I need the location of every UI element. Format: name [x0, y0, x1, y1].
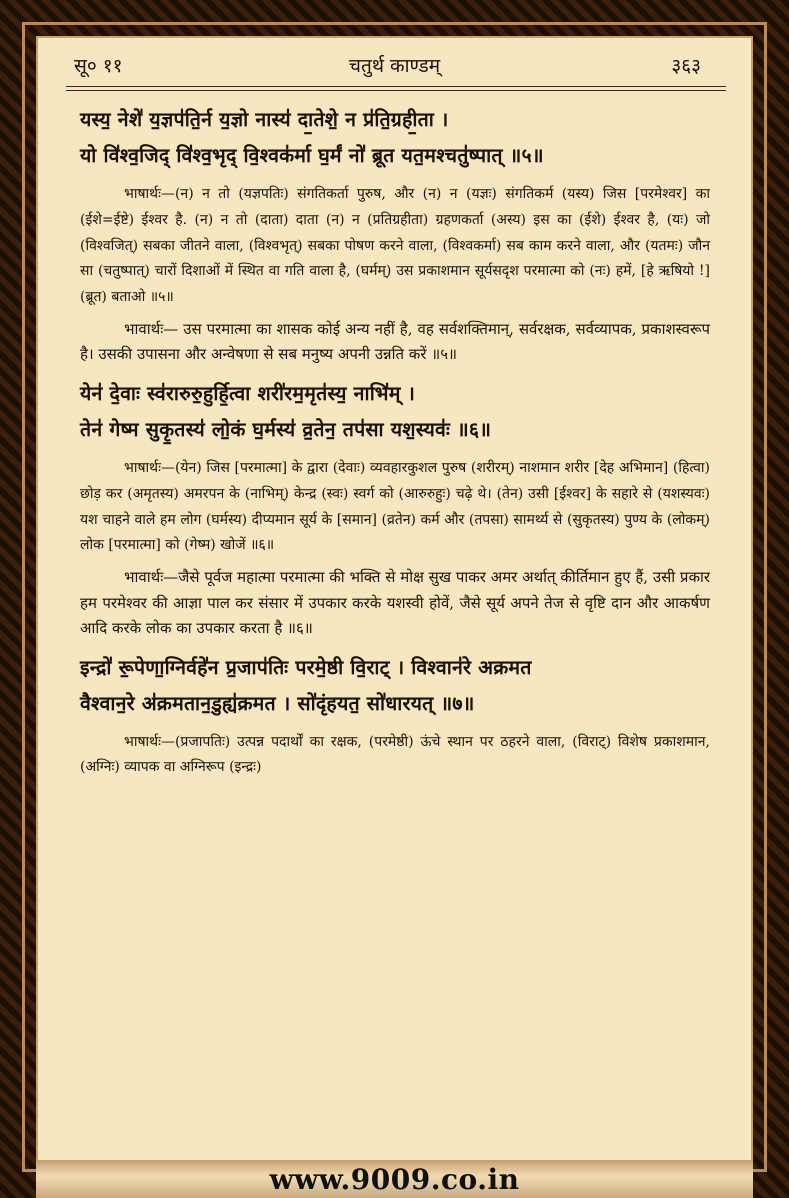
- section-title: चतुर्थ काण्डम्: [348, 55, 441, 77]
- page-number: ३६३: [671, 55, 701, 77]
- page-header: [36, 52, 753, 80]
- verse-line: येन॑ दे॒वाः स्व॑रारुरु॒हुर्हि॒त्वा शरी॑रम॒मृत॑स्य॒ नाभि॑म् ।: [80, 381, 416, 405]
- verse-line: यो वि॑श्व॒जिद् वि॑श्व॒भृद् वि॒श्वक॑र्मा घ॒र्मं नो॑ ब्रूत यत॒मश्चतु॑ष्पात् ॥५॥: [80, 144, 544, 167]
- header-rule: [66, 86, 726, 87]
- verse-line: यस्य॒ नेशे॑ य॒ज्ञप॑ति॒र्न य॒ज्ञो नास्य॑ दा॒तेशे॒ न प्र॑ति॒ग्रही॒ता ।: [80, 108, 449, 131]
- sutra-number: सू० ११: [74, 55, 123, 77]
- verse-line: इन्द्रो॑ रू॒पेणा॒ग्निर्वहे॑न प्र॒जाप॑तिः परमे॒ष्ठी वि॒राट् । विश्वान॑रे अक्रमत: [80, 655, 532, 679]
- header-rule-secondary: [66, 90, 726, 91]
- website-footer: [36, 1162, 753, 1198]
- meaning-paragraph: भावार्थः— उस परमात्मा का शासक कोई अन्य नहीं है, वह सर्वशक्तिमान्, सर्वरक्षक, सर्वव्यापक, प्रकाशस्वरूप है। उसकी उपासना और अन्वेषणा से सब मनुष्य अपनी उन्नति करें ॥५॥: [80, 319, 710, 364]
- translation-paragraph: भाषार्थः—(येन) जिस [परमात्मा] के द्वारा (देवाः) व्यवहारकुशल पुरुष (शरीरम्) नाशमान शरीर [देह अभिमान] (हित्वा) छोड़ कर (अमृतस्य) अमरपन के (नाभिम्) केन्द्र (स्वः) स्वर्ग को (आरुरुहुः) चढ़े थे। (तेन) उसी [ईश्वर] के सहारे से (यशस्यवः) यश चाहने वाले हम लोग (घर्मस्य) दीप्यमान सूर्य के [समान] (व्रतेन) कर्म और (तपसा) सामर्थ्य से (सुकृतस्य) पुण्य के (लोकम्) लोक [परमात्मा] को (गेष्म) खोजें ॥६॥: [80, 459, 710, 554]
- scanned-page: [36, 36, 753, 1162]
- meaning-paragraph: भावार्थः—जैसे पूर्वज महात्मा परमात्मा की भक्ति से मोक्ष सुख पाकर अमर अर्थात् कीर्तिमान हुए हैं, उसी प्रकार हम परमेश्वर की आज्ञा पाल कर संसार में उपकार करके यशस्वी होवें, जैसे सूर्य अपने तेज से वृष्टि दान और आकर्षण आदि करके लोक का उपकार करता है ॥६॥: [80, 568, 710, 638]
- verse-line: तेन॑ गेष्म सुकृ॒तस्य॑ लो॒कं घ॒र्मस्य॑ व्र॒तेन॒ तप॑सा यश॒स्यवः॑ ॥६॥: [80, 417, 492, 441]
- website-link[interactable]: www.9009.co.in: [269, 1163, 520, 1196]
- verse-line: वैश्वान॒रे अ॑क्रमतान॒डुह्य॑क्रमत । सो॑दृंहयत॒ सो॑धारयत् ॥७॥: [80, 691, 475, 715]
- translation-paragraph: भाषार्थः—(प्रजापतिः) उत्पन्न पदार्थों का रक्षक, (परमेष्ठी) ऊंचे स्थान पर ठहरने वाला, (विराट्) विशेष प्रकाशमान, (अग्निः) व्यापक वा अग्निरूप (इन्द्रः): [80, 733, 710, 776]
- translation-paragraph: भाषार्थः—(न) न तो (यज्ञपतिः) संगतिकर्ता पुरुष, और (न) न (यज्ञः) संगतिकर्म (यस्य) जिस [परमेश्वर] का (ईशे=ईष्टे) ईश्वर है. (न) न तो (दाता) दाता (न) न (प्रतिग्रहीता) ग्रहणकर्ता (अस्य) इस का (ईशे) ईश्वर है, (यः) जो (विश्वजित्) सबका जीतने वाला, (विश्वभृत्) सबका पोषण करने वाला, (विश्वकर्मा) सब काम करने वाला, और (यतमः) जौन सा (चतुष्पात्) चारों दिशाओं में स्थित वा गति वाला है, (घर्मम्) उस प्रकाशमान सूर्यसदृश परमात्मा को (नः) हमें, [हे ऋषियो !] (ब्रूत) बताओ ॥५॥: [80, 186, 710, 306]
- page-body: [80, 102, 710, 781]
